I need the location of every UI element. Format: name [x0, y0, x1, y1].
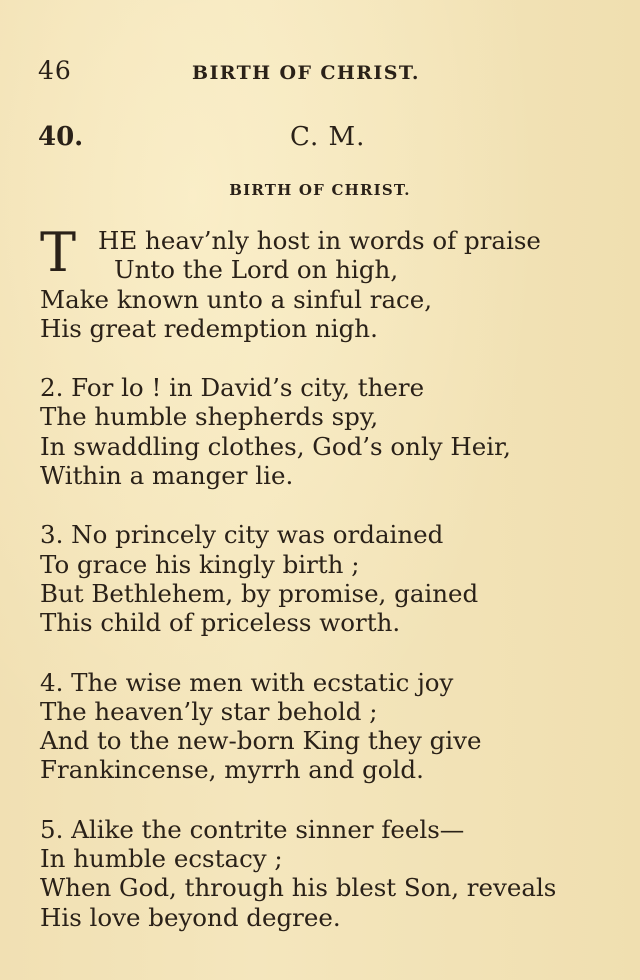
- hymn-heading: [38, 122, 598, 158]
- verse-line: Within a manger lie.: [40, 461, 294, 491]
- verse-line: 4. The wise men with ecstatic joy: [40, 667, 454, 697]
- verse-line: His great redemption nigh.: [40, 313, 378, 343]
- verse-line: Unto the Lord on high,: [114, 255, 399, 285]
- verse-line: In swaddling clothes, God’s only Heir,: [40, 431, 511, 461]
- hymn-verses: [40, 221, 620, 962]
- verse-line: 2. For lo ! in David’s city, there: [40, 373, 425, 403]
- verse-line: Make known unto a sinful race,: [40, 284, 433, 314]
- verse-line: The humble shepherds spy,: [40, 402, 379, 432]
- page-header: [38, 56, 598, 90]
- hymn-subtitle: BIRTH OF CHRIST.: [229, 181, 411, 199]
- verse-line: 3. No princely city was ordained: [40, 520, 444, 550]
- verse-line: And to the new-born King they give: [40, 726, 482, 756]
- stanza-4: [40, 668, 620, 785]
- hymn-meter: C. M.: [290, 122, 366, 152]
- verse-line: Frankincense, myrrh and gold.: [40, 755, 424, 785]
- stanza-3: [40, 520, 620, 637]
- stanza-1: [40, 221, 620, 343]
- verse-line: 5. Alike the contrite sinner feels—: [40, 814, 465, 844]
- hymn-number: 40.: [38, 122, 84, 152]
- verse-line: This child of priceless worth.: [40, 608, 401, 638]
- page-number: 46: [38, 56, 72, 85]
- verse-line: In humble ecstacy ;: [40, 844, 283, 874]
- running-head: BIRTH OF CHRIST.: [192, 62, 420, 84]
- verse-line: But Bethlehem, by promise, gained: [40, 578, 479, 608]
- verse-line-text: HE heav’nly host in words of praise: [98, 226, 541, 255]
- stanza-5: [40, 815, 620, 932]
- verse-line: When God, through his blest Son, reveals: [40, 873, 557, 903]
- stanza-2: [40, 373, 620, 490]
- drop-cap: T: [40, 221, 77, 284]
- verse-line: The heaven’ly star behold ;: [40, 696, 378, 726]
- verse-line: His love beyond degree.: [40, 902, 341, 932]
- verse-line: To grace his kingly birth ;: [40, 549, 360, 579]
